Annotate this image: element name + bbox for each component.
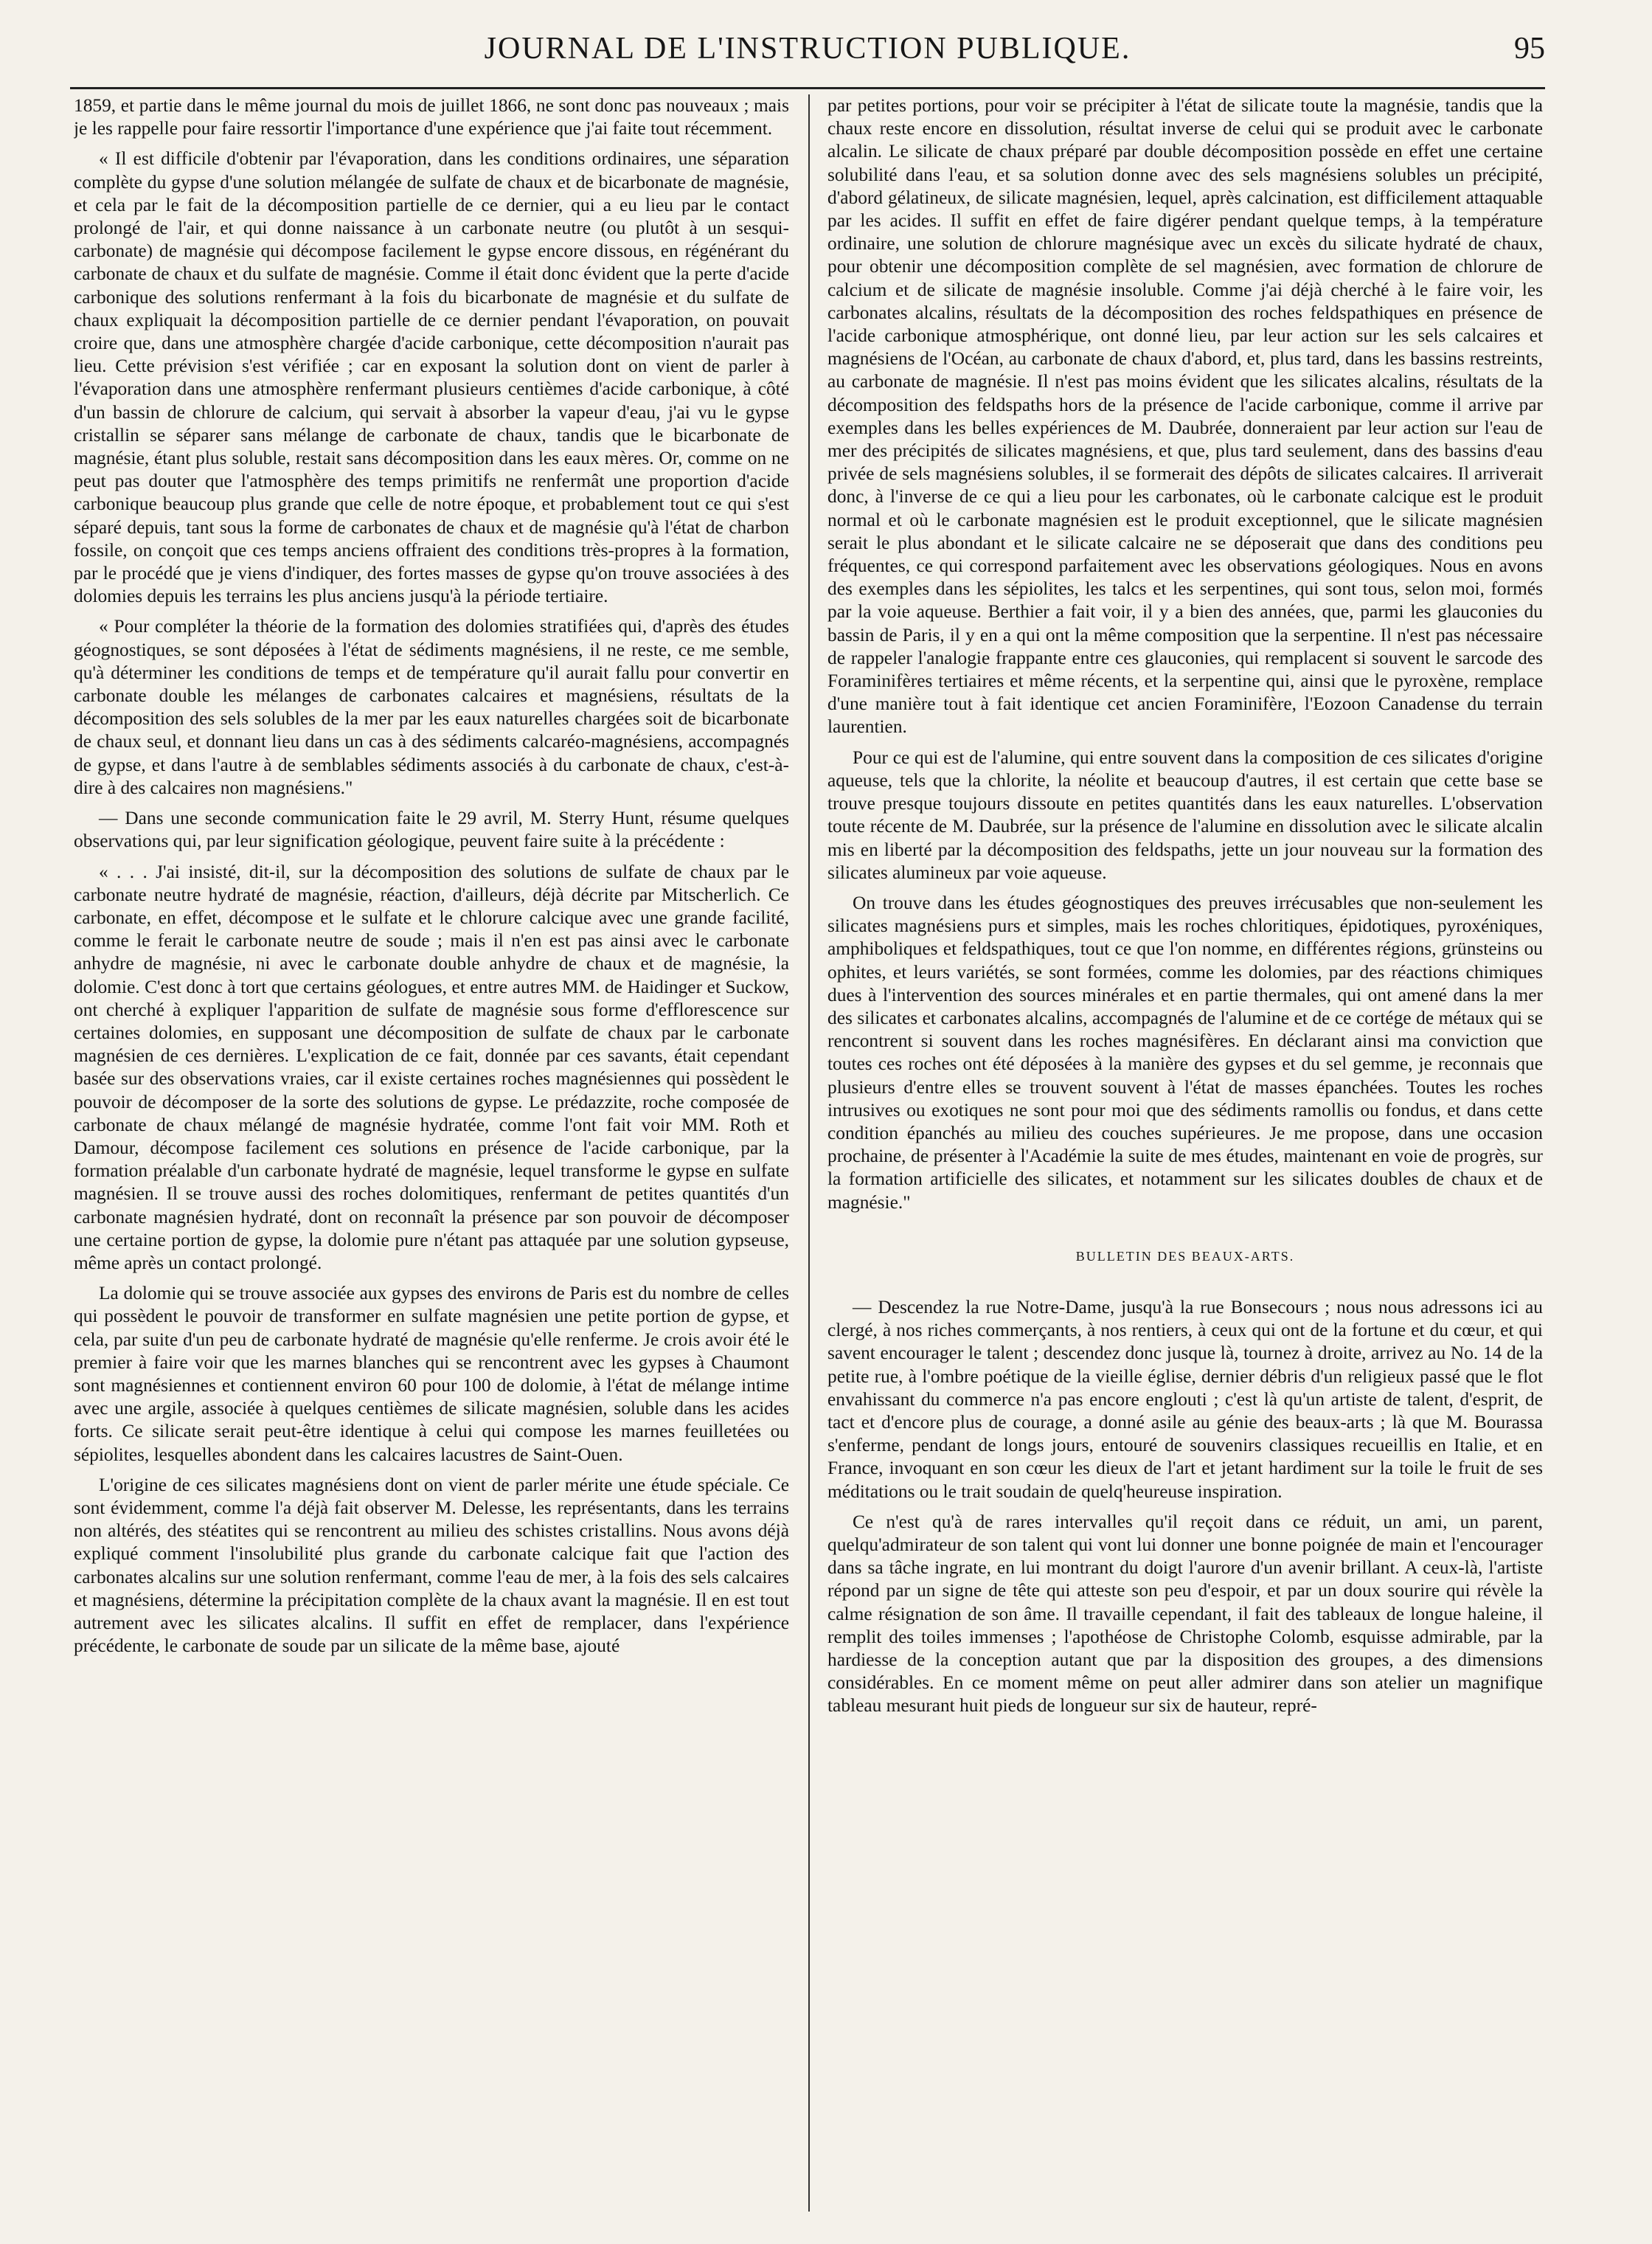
header-rule xyxy=(70,87,1545,89)
article-paragraph: — Descendez la rue Notre-Dame, jusqu'à la rue Bonsecours ; nous nous adressons ici au clergé, à nos riches commerçants, à nos rentiers, à ceux qui ont de la fortune et du cœur, et qui savent encourager le talent ; descendez donc jusque là, tournez à droite, arrivez au No. 14 de la petite rue, à l'ombre poétique de la vieille église, dernier débris d'un religieux passé que le flot envahissant du commerce n'a pas encore englouti ; c'est là qu'un artiste de talent, d'esprit, de tact et d'encore plus de courage, a donné asile au génie des beaux-arts ; là que M. Bourassa s'enferme, pendant de longs jours, entouré de souvenirs classiques recueillis en Italie, et en France, invoquant en son cœur les dieux de l'art et jetant hardiment sur la toile le fruit de ses méditations ou le trait soudain de quelq'heureuse inspiration. xyxy=(827,1296,1543,1502)
article-paragraph: Ce n'est qu'à de rares intervalles qu'il reçoit dans ce réduit, un ami, un parent, quelqu'admirateur de son talent qui vont lui donner une bonne poignée de main et l'encourager dans sa tâche ingrate, en lui montrant du doigt l'aurore d'un avenir brillant. A ceux-là, l'artiste répond par un signe de tête qui atteste son peu d'espoir, et par un doux sourire qui révèle la calme résignation de son âme. Il travaille cependant, il fait des tableaux de longue haleine, il remplit des toiles immenses ; l'apothéose de Christophe Colomb, esquisse admirable, par la hardiesse de la conception autant que par la disposition des groupes, a des dimensions considérables. En ce moment même on peut aller admirer dans son atelier un magnifique tableau mesurant huit pieds de longueur sur six de hauteur, repré- xyxy=(827,1511,1543,1717)
right-column xyxy=(827,94,1543,2219)
article-paragraph: La dolomie qui se trouve associée aux gypses des environs de Paris est du nombre de celles qui possèdent le pouvoir de transformer en sulfate magnésien une petite portion de gypse, et cela, par suite d'un peu de carbonate hydraté de magnésie qu'elle renferme. Je crois avoir été le premier à faire voir que les marnes blanches qui se rencontrent avec les gypses à Chaumont sont magnésiennes et contiennent environ 60 pour 100 de dolomie, à l'état de mélange intime avec une argile, associée à quelques centièmes de silicate magnésien, soluble dans les acides forts. Ce silicate serait peut-être identique à celui qui compose les marnes feuilletées ou sépiolites, lesquelles abondent dans les calcaires lacustres de Saint-Ouen. xyxy=(74,1283,789,1465)
section-heading: BULLETIN DES BEAUX-ARTS. xyxy=(1075,1248,1295,1264)
article-paragraph: « . . . J'ai insisté, dit-il, sur la décomposition des solutions de sulfate de chaux par le carbonate neutre hydraté de magnésie, réaction, d'ailleurs, déjà décrite par Mitscherlich. Ce carbonate, en effet, décompose et le sulfate et le chlorure calcique avec une grande facilité, comme le ferait le carbonate neutre de soude ; mais il n'en est pas ainsi avec le carbonate anhydre de magnésie, ni avec le carbonate double anhydre de chaux et de magnésie, la dolomie. C'est donc à tort que certains géologues, et entre autres MM. de Haidinger et Suckow, ont cherché à expliquer l'apparition de sulfate de magnésie sous forme d'efflorescence sur certaines dolomies, en supposant une décomposition de sulfate de chaux par le carbonate magnésien de ces dernières. L'explication de ce fait, donnée par ces savants, était cependant basée sur des observations vraies, car il existe certaines roches magnésiennes qui possèdent le pouvoir de décomposer de la sorte des solutions de gypse. Le prédazzite, roche composée de carbonate de chaux mélangé de magnésie hydratée, comme l'ont fait voir MM. Roth et Damour, décompose facilement ces solutions en présence de l'acide carbonique, par la formation préalable d'un carbonate hydraté de magnésie, lequel transforme le gypse en sulfate magnésien. Il se trouve aussi des roches dolomitiques, renfermant de petites quantités d'un carbonate magnésien hydraté, dont on reconnaît la présence par son pouvoir de décomposer une certaine portion de gypse, la dolomie pure n'étant pas attaquée par une solution gypseuse, même après un contact prolongé. xyxy=(74,861,789,1273)
column-divider xyxy=(808,94,810,2212)
left-column xyxy=(74,94,789,2219)
journal-title: JOURNAL DE L'INSTRUCTION PUBLIQUE. xyxy=(484,32,1131,66)
article-paragraph: On trouve dans les études géognostiques des preuves irrécusables que non-seulement les silicates magnésiens purs et simples, mais les roches chloritiques, épidotiques, pyroxéniques, amphiboliques et feldspathiques, tout ce que l'on nomme, en différentes régions, grünsteins ou ophites, et leurs variétés, se sont formées, comme les dolomies, par des réactions chimiques dues à l'intervention des sources minérales et en partie thermales, qui ont amené dans la mer des silicates et carbonates alcalins, accompagnés de l'alumine et de ce cortége de métaux qui se rencontrent si souvent dans les roches magnésifères. En déclarant ainsi ma conviction que toutes ces roches ont été déposées à la manière des gypses et du sel gemme, je reconnais que plusieurs d'entre elles se trouvent souvent à l'état de masses épanchées. Toutes les roches intrusives ou exotiques ne sont pour moi que des sédiments ramollis ou fondus, et dans cette condition épanchés au milieu des couches supérieures. Je me propose, dans une occasion prochaine, de présenter à l'Académie la suite de mes études, maintenant en voie de progrès, sur la formation artificielle des silicates, et notamment sur les silicates doubles de chaux et de magnésie." xyxy=(827,892,1543,1213)
article-paragraph: par petites portions, pour voir se précipiter à l'état de silicate toute la magnésie, tandis que la chaux reste encore en dissolution, résultat inverse de celui qui se produit avec le carbonate alcalin. Le silicate de chaux préparé par double décomposition possède en effet une certaine solubilité dans l'eau, et sa solution donne avec des sels magnésiens solubles un précipité, d'abord gélatineux, de silicate magnésien, lequel, après calcination, est difficilement attaquable par les acides. Il suffit en effet de faire digérer pendant quelque temps, à la température ordinaire, une solution de chlorure magnésique avec un excès du silicate hydraté de chaux, pour obtenir une décomposition complète de sel magnésien, avec formation de chlorure de calcium et de silicate de magnésie insoluble. Comme j'ai déjà cherché à le faire voir, les carbonates alcalins, résultats de la décomposition des roches feldspathiques en présence de l'acide carbonique atmosphérique, ont donné lieu, par leur action sur les sels calcaires et magnésiens de l'Océan, au carbonate de chaux d'abord, et, plus tard, dans les bassins restreints, au carbonate de magnésie. Il n'est pas moins évident que les silicates alcalins, résultats de la décomposition des feldspaths hors de la présence de l'acide carbonique, comme il arrive par exemples dans les belles expériences de M. Daubrée, donneraient par leur action sur l'eau de mer des précipités de silicates magnésiens, et que, plus tard seulement, dans des bassins d'eau privée de sels magnésiens solubles, il se formerait des dépôts de silicates calcaires. Il arriverait donc, à l'inverse de ce qui a lieu pour les carbonates, où le carbonate calcique est le produit normal et où le carbonate magnésien est le produit exceptionnel, que le silicate magnésien serait le plus abondant et le silicate calcaire ne se déposerait que dans des conditions peu fréquentes, ce qui correspond parfaitement avec les observations géologiques. Nous en avons des exemples dans les sépiolites, les talcs et les serpentines, qui sont tous, selon moi, formés par la voie aqueuse. Berthier a fait voir, il y a bien des années, que, parmi les glauconies du bassin de Paris, il y en a qui ont la même composition que la serpentine. Il n'est pas nécessaire de rappeler l'analogie frappante entre ces glauconies, qui remplacent si souvent le sarcode des Foraminifères tertiaires et même récents, et la serpentine qui, ainsi que le pyroxène, remplace d'une manière tout à fait identique cet ancien Foraminifère, l'Eozoon Canadense du terrain laurentien. xyxy=(827,95,1543,738)
article-paragraph: Pour ce qui est de l'alumine, qui entre souvent dans la composition de ces silicates d'origine aqueuse, tels que la chlorite, la néolite et beaucoup d'autres, il est certain que cette base se trouve presque toujours dissoute en petites quantités dans les eaux naturelles. L'observation toute récente de M. Daubrée, sur la présence de l'alumine en dissolution avec le silicate alcalin mis en liberté par la décomposition des feldspaths, jette un jour nouveau sur la formation des silicates alumineux par voie aqueuse. xyxy=(827,747,1543,883)
article-paragraph: — Dans une seconde communication faite le 29 avril, M. Sterry Hunt, résume quelques observations qui, par leur signification géologique, peuvent faire suite à la précédente : xyxy=(74,808,789,852)
page-number: 95 xyxy=(1514,32,1545,66)
article-paragraph: 1859, et partie dans le même journal du mois de juillet 1866, ne sont donc pas nouveaux ; mais je les rappelle pour faire ressortir l'importance d'une expérience que j'ai faite tout récemment. xyxy=(74,95,789,139)
page-header xyxy=(70,31,1545,77)
article-paragraph: « Il est difficile d'obtenir par l'évaporation, dans les conditions ordinaires, une séparation complète du gypse d'une solution mélangée de sulfate de chaux et de bicarbonate de magnésie, et cela par le fait de la décomposition partielle de ce dernier, qui a eu lieu par le contact prolongé de l'air, et qui donne naissance à un carbonate neutre (ou plutôt à un sesqui-carbonate) de magnésie qui décompose facilement le gypse encore dissous, en régénérant du carbonate de chaux et du sulfate de magnésie. Comme il était donc évident que la perte d'acide carbonique des solutions renfermant à la fois du bicarbonate de magnésie et du sulfate de chaux expliquait la décomposition partielle de ce dernier pendant l'évaporation, on pouvait croire que, dans une atmosphère chargée d'acide carbonique, cette décomposition n'aurait pas lieu. Cette prévision s'est vérifiée ; car en exposant la solution dont on vient de parler à l'évaporation dans une atmosphère renfermant plusieurs centièmes d'acide carbonique, à côté d'un bassin de chlorure de calcium, qui servait à absorber la vapeur d'eau, j'ai vu le gypse cristallin se séparer sans mélange de carbonate de chaux, tandis que le bicarbonate de magnésie, étant plus soluble, restait sans décomposition dans les eaux mères. Or, comme on ne peut pas douter que l'atmosphère des temps primitifs ne renfermât une proportion d'acide carbonique beaucoup plus grande que celle de notre époque, et probablement tout ce qui s'est séparé depuis, tant sous la forme de carbonates de chaux et de magnésie qu'à l'état de charbon fossile, on conçoit que ces temps anciens offraient des conditions très-propres à la formation, par le procédé que je viens d'indiquer, des fortes masses de gypse qu'on trouve associées à des dolomies depuis les terrains les plus anciens jusqu'à la période tertiaire. xyxy=(74,148,789,607)
article-paragraph: L'origine de ces silicates magnésiens dont on vient de parler mérite une étude spéciale. Ce sont évidemment, comme l'a déjà fait observer M. Delesse, les représentants, dans les terrains non altérés, des stéatites qui se rencontrent au milieu des schistes cristallins. Nous avons déjà expliqué comment l'insolubilité plus grande du carbonate calcique fait que l'action des carbonates alcalins sur une solution renfermant, comme l'eau de mer, à la fois des sels calcaires et magnésiens, détermine la précipitation complète de la chaux avant la magnésie. Il en est tout autrement avec les silicates alcalins. Il suffit en effet de remplacer, dans l'expérience précédente, le carbonate de soude par un silicate de la même base, ajouté xyxy=(74,1474,789,1657)
article-paragraph: « Pour compléter la théorie de la formation des dolomies stratifiées qui, d'après des études géognostiques, se sont déposées à l'état de sédiments magnésiens, il ne reste, ce me semble, qu'à déterminer les conditions de temps et de température qu'il aurait fallu pour convertir en carbonate double les mélanges de carbonates calcaires et magnésiens, résultats de la décomposition des sels solubles de la mer par les eaux naturelles chargées soit de bicarbonate de chaux seul, et donnant lieu dans un cas à des sédiments calcaréo-magnésiens, accompagnés de gypse, et dans l'autre à de semblables sédiments associés à du carbonate de chaux, c'est-à-dire à des calcaires non magnésiens." xyxy=(74,616,789,798)
